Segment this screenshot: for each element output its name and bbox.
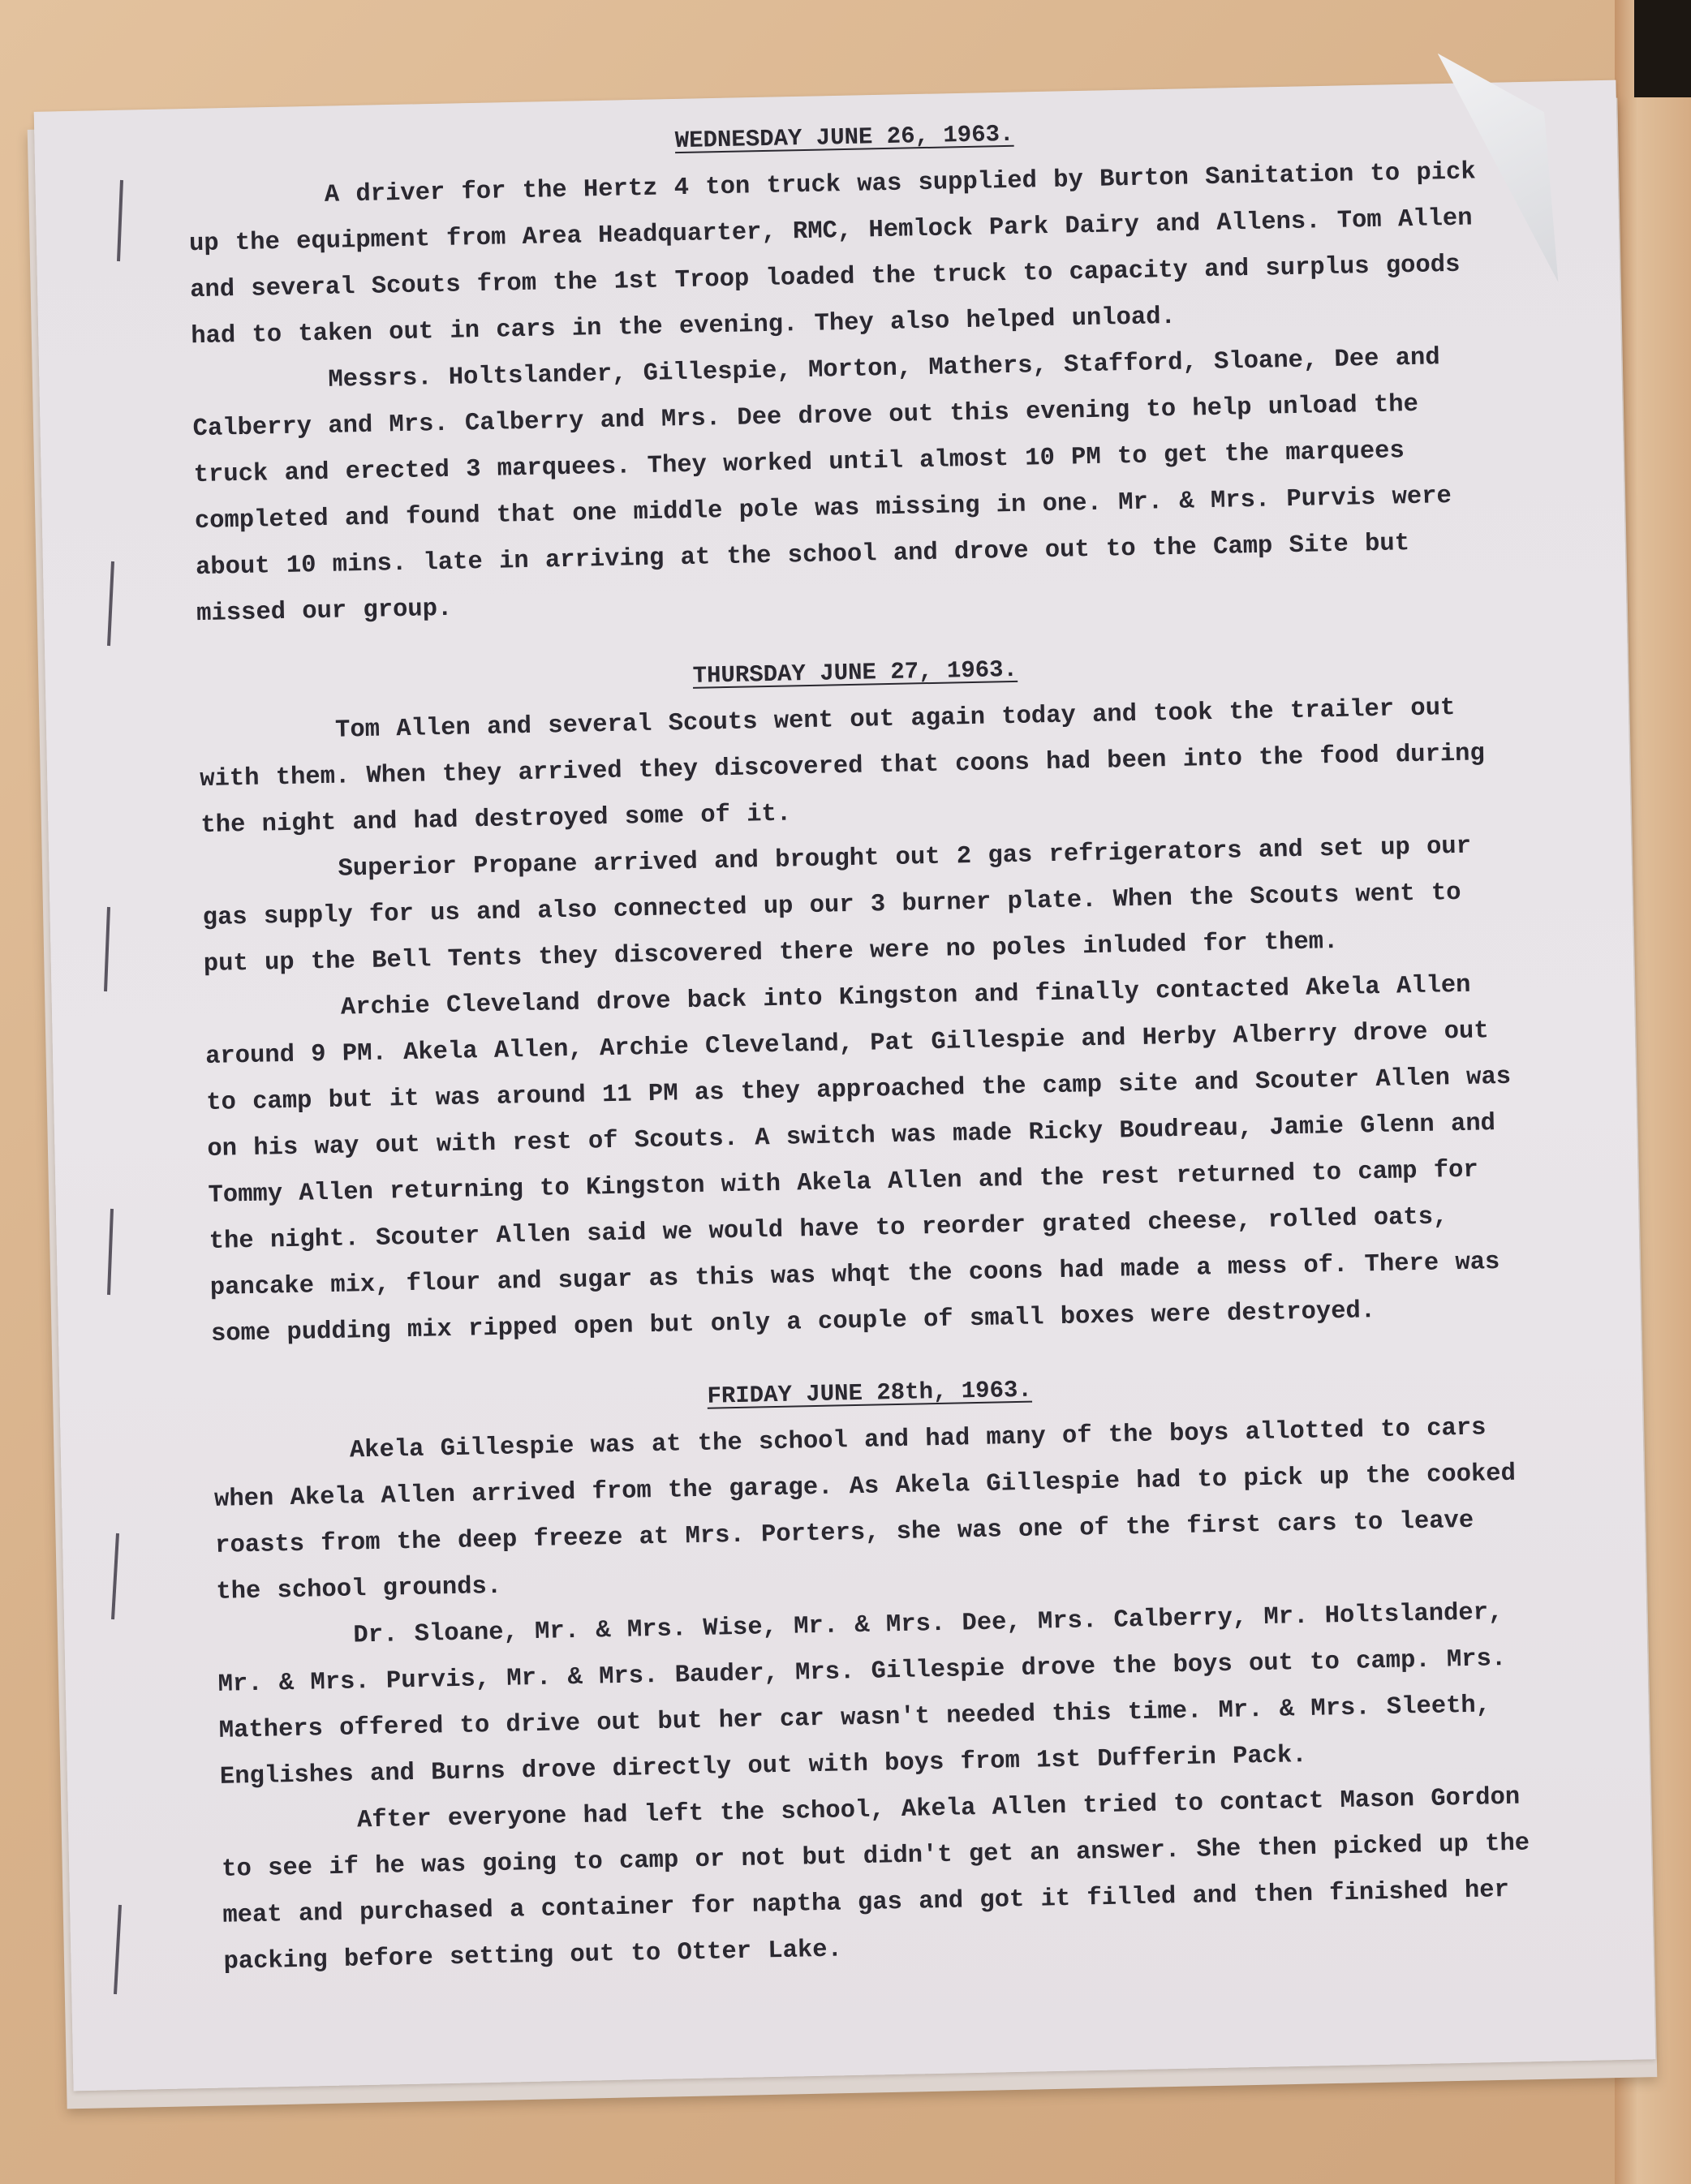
entry-thursday bbox=[197, 636, 1525, 1358]
paragraph: A driver for the Hertz 4 ton truck was supplied by Burton Sanitation to pick up the equipment from Area Headquarter, RMC, Hemlock Park Dairy and Allens. Tom Allen and several Scouts from the 1st Troop loaded the truck to capacity and surplus goods had to taken out in cars in the evening. They also helped unload. bbox=[188, 158, 1476, 351]
document-body bbox=[187, 101, 1538, 1986]
paragraph: Dr. Sloane, Mr. & Mrs. Wise, Mr. & Mrs. Dee, Mrs. Calberry, Mr. Holtslander, Mr. & Mrs. Purvis, Mr. & Mrs. Bauder, Mrs. Gillespie drove the boys out to camp. Mrs. Mathers offered to drive out but her car wasn't needed this time. Mr. & Mrs. Sleeth, Englishes and Burns drove directly out with boys from 1st Dufferin Pack. bbox=[217, 1599, 1507, 1791]
margin-mark bbox=[109, 1209, 112, 1295]
entry-wednesday bbox=[187, 101, 1511, 638]
entry-heading: WEDNESDAY JUNE 26, 1963. bbox=[674, 120, 1014, 155]
paragraph: After everyone had left the school, Akela Allen tried to contact Mason Gordon to see if he was going to camp or not but didn't get an answer. She then picked up the meat and purchased a container for naptha gas and got it filled and then finished her packing before setting out to Otter Lake. bbox=[221, 1783, 1530, 1976]
margin-mark bbox=[109, 561, 113, 646]
paragraph: Messrs. Holtslander, Gillespie, Morton, Mathers, Stafford, Sloane, Dee and Calberry and Mrs. Calberry and Mrs. Dee drove out this evening to help unload the truck and erected 3 marquees. They worked until almost 10 PM to get the marquees completed and found that one middle pole was missing in one. Mr. & Mrs. Purvis were about 10 mins. late in arriving at the school and drove out to the Camp Site but missed our group. bbox=[192, 344, 1452, 629]
paragraph: Tom Allen and several Scouts went out again today and took the trailer out with them. When they arrived they discovered that coons had been into the food during the night and had destroyed some of it. bbox=[199, 694, 1486, 840]
margin-mark bbox=[118, 180, 122, 261]
margin-mark bbox=[105, 907, 109, 991]
paragraph: Archie Cleveland drove back into Kingston and finally contacted Akela Allen around 9 PM. Akela Allen, Archie Cleveland, Pat Gillespie and Herby Alberry drove out to camp but it was around 11 PM as they approached the camp site and Scouter Allen was on his way out with rest of Scouts. A switch was made Ricky Boudreau, Jamie Glenn and Tommy Allen returning to Kingston with Akela Allen and the rest returned to camp for the night. Scouter Allen said we would have to reorder grated cheese, rolled oats, pancake mix, flour and sugar as this was whqt the coons had made a mess of. There was some pudding mix ripped open but only a couple of small boxes were destroyed. bbox=[204, 971, 1512, 1348]
margin-mark bbox=[113, 1533, 118, 1619]
margin-mark bbox=[115, 1905, 120, 1994]
paragraph: Akela Gillespie was at the school and had many of the boys allotted to cars when Akela Allen arrived from the garage. As Akela Gillespie had to pick up the cooked roasts from the deep freeze at Mrs. Porters, she was one of the first cars to leave the school grounds. bbox=[213, 1414, 1517, 1606]
entry-heading: FRIDAY JUNE 28th, 1963. bbox=[707, 1376, 1033, 1410]
entry-heading: THURSDAY JUNE 27, 1963. bbox=[692, 656, 1018, 690]
paragraph: Superior Propane arrived and brought out 2 gas refrigerators and set up our gas supply for us and also connected up our 3 burner plate. When the Scouts went to put up the Bell Tents they discovered there were no poles inluded for them. bbox=[202, 832, 1472, 979]
entry-friday bbox=[212, 1356, 1538, 1985]
